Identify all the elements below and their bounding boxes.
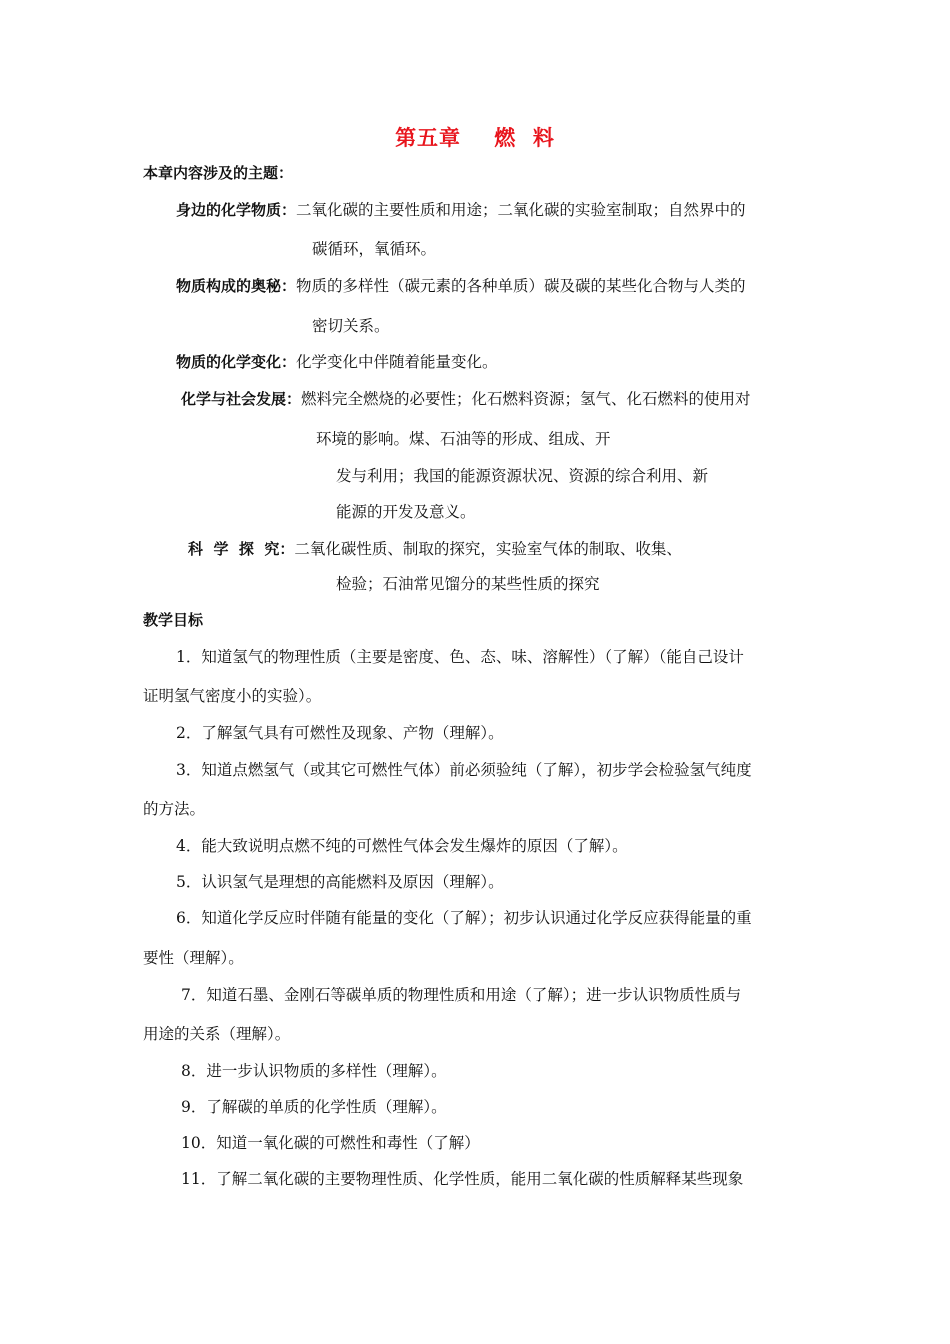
goal-item: 2．了解氢气具有可燃性及现象、产物（理解）。	[176, 724, 504, 742]
topic-text: 燃料完全燃烧的必要性；化石燃料资源；氢气、化石燃料的使用对	[301, 390, 751, 408]
topic-text: 二氧化碳性质、制取的探究，实验室气体的制取、收集、	[294, 540, 682, 558]
topic-text-continued: 碳循环，氧循环。	[312, 240, 437, 258]
topics-heading: 本章内容涉及的主题：	[143, 164, 294, 182]
topic-text-continued: 环境的影响。煤、石油等的形成、组成、开	[316, 430, 611, 448]
topic-text-continued: 检验；石油常见馏分的某些性质的探究	[336, 575, 600, 593]
goal-item: 8．进一步认识物质的多样性（理解）。	[181, 1062, 447, 1080]
topic-text: 物质的多样性（碳元素的各种单质）碳及碳的某些化合物与人类的	[296, 277, 746, 295]
topic-text-continued: 发与利用；我国的能源资源状况、资源的综合利用、新	[336, 467, 709, 485]
goal-item-continued: 要性（理解）。	[143, 949, 244, 967]
topic-text-continued: 密切关系。	[312, 317, 390, 335]
topic-text: 二氧化碳的主要性质和用途；二氧化碳的实验室制取；自然界中的	[296, 201, 746, 219]
goals-heading: 教学目标	[143, 611, 204, 629]
topic-label: 物质的化学变化：	[176, 353, 297, 371]
goal-item: 3．知道点燃氢气（或其它可燃性气体）前必须验纯（了解），初步学会检验氢气纯度	[176, 761, 752, 779]
goal-item: 7．知道石墨、金刚石等碳单质的物理性质和用途（了解）；进一步认识物质性质与	[181, 986, 742, 1004]
topic-label: 科 学 探 究：	[188, 540, 295, 558]
topic-row	[181, 389, 751, 409]
topic-row	[176, 276, 746, 296]
goal-item-continued: 证明氢气密度小的实验）。	[143, 687, 322, 705]
topic-text-continued: 能源的开发及意义。	[336, 503, 476, 521]
topic-row	[176, 200, 746, 220]
goal-item: 6．知道化学反应时伴随有能量的变化（了解）；初步认识通过化学反应获得能量的重	[176, 909, 752, 927]
topic-row	[188, 539, 682, 559]
goal-item: 5．认识氢气是理想的高能燃料及原因（理解）。	[176, 873, 504, 891]
goal-item-continued: 的方法。	[143, 800, 206, 818]
topic-label: 物质构成的奥秘：	[176, 277, 297, 295]
topic-row	[176, 352, 498, 372]
topic-label: 身边的化学物质：	[176, 201, 297, 219]
goal-item: 10．知道一氧化碳的可燃性和毒性（了解）	[181, 1134, 480, 1152]
chapter-title: 第五章 燃 料	[395, 126, 555, 150]
goal-item: 11．了解二氧化碳的主要物理性质、化学性质，能用二氧化碳的性质解释某些现象	[181, 1170, 744, 1188]
goal-item: 1．知道氢气的物理性质（主要是密度、色、态、味、溶解性）（了解）（能自己设计	[176, 648, 744, 666]
topic-label: 化学与社会发展：	[181, 390, 302, 408]
topic-text: 化学变化中伴随着能量变化。	[296, 353, 498, 371]
goal-item-continued: 用途的关系（理解）。	[143, 1025, 291, 1043]
goal-item: 9．了解碳的单质的化学性质（理解）。	[181, 1098, 447, 1116]
goal-item: 4．能大致说明点燃不纯的可燃性气体会发生爆炸的原因（了解）。	[176, 837, 628, 855]
